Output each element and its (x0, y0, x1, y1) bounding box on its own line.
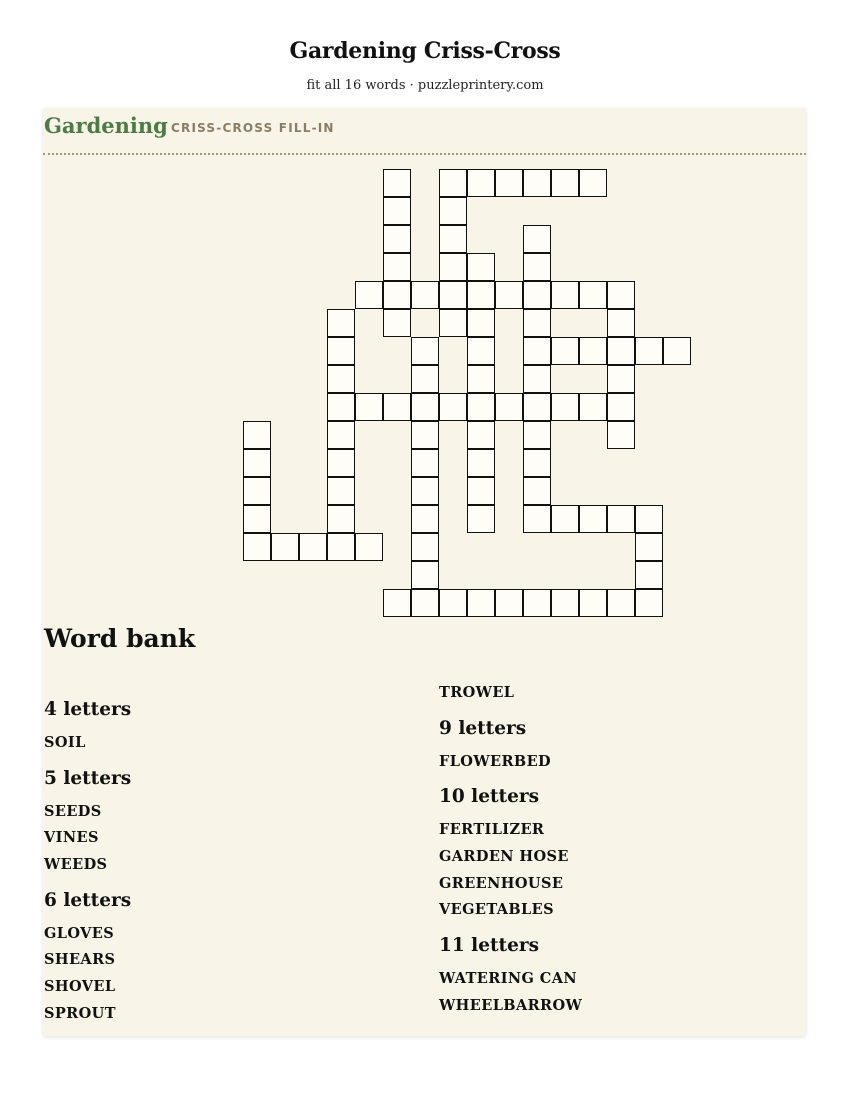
grid-cell[interactable] (523, 225, 551, 253)
grid-cell[interactable] (355, 281, 383, 309)
grid-cell[interactable] (383, 169, 411, 197)
word-bank-entry: SOIL (44, 734, 86, 751)
word-bank-right-column (439, 680, 769, 1024)
grid-cell[interactable] (327, 393, 355, 421)
grid-cell[interactable] (439, 197, 467, 225)
grid-cell[interactable] (383, 309, 411, 337)
puzzle-theme: Gardening (44, 113, 168, 138)
grid-cell[interactable] (579, 589, 607, 617)
word-group-heading: 6 letters (44, 889, 132, 911)
grid-cell[interactable] (467, 505, 495, 533)
grid-cell[interactable] (523, 449, 551, 477)
word-bank-title: Word bank (44, 624, 196, 653)
word-bank-entry: SHOVEL (44, 978, 116, 996)
word-bank-entry: GARDEN HOSE (439, 848, 569, 866)
grid-cell[interactable] (439, 281, 467, 309)
grid-cell[interactable] (579, 505, 607, 533)
word-group (439, 785, 769, 924)
grid-cell[interactable] (243, 449, 271, 477)
word-bank-entry: TROWEL (439, 684, 515, 701)
grid-cell[interactable] (607, 365, 635, 393)
word-group (439, 717, 769, 776)
grid-cell[interactable] (411, 589, 439, 617)
grid-cell[interactable] (635, 337, 663, 365)
grid-cell[interactable] (439, 309, 467, 337)
grid-cell[interactable] (271, 533, 299, 561)
grid-cell[interactable] (607, 337, 635, 365)
grid-cell[interactable] (383, 197, 411, 225)
word-bank-entry: FLOWERBED (439, 752, 551, 770)
grid-cell[interactable] (607, 421, 635, 449)
grid-cell[interactable] (495, 393, 523, 421)
grid-cell[interactable] (523, 589, 551, 617)
grid-cell[interactable] (383, 225, 411, 253)
grid-cell[interactable] (579, 337, 607, 365)
grid-cell[interactable] (439, 589, 467, 617)
grid-cell[interactable] (411, 281, 439, 309)
grid-cell[interactable] (439, 169, 467, 197)
crossword-grid (43, 108, 806, 628)
grid-cell[interactable] (439, 253, 467, 281)
grid-cell[interactable] (495, 281, 523, 309)
page-subtitle: fit all 16 words · puzzleprintery.com (306, 78, 544, 93)
grid-cell[interactable] (579, 169, 607, 197)
grid-cell[interactable] (635, 589, 663, 617)
grid-cell[interactable] (495, 169, 523, 197)
grid-cell[interactable] (411, 505, 439, 533)
grid-cell[interactable] (327, 421, 355, 449)
grid-cell[interactable] (299, 533, 327, 561)
puzzle-type-label: CRISS-CROSS FILL-IN (171, 121, 335, 135)
grid-cell[interactable] (243, 505, 271, 533)
grid-cell[interactable] (635, 505, 663, 533)
grid-cell[interactable] (467, 589, 495, 617)
grid-cell[interactable] (327, 477, 355, 505)
grid-cell[interactable] (411, 477, 439, 505)
grid-cell[interactable] (327, 505, 355, 533)
grid-cell[interactable] (523, 365, 551, 393)
grid-cell[interactable] (523, 281, 551, 309)
word-bank-entry: VEGETABLES (439, 901, 554, 919)
grid-cell[interactable] (523, 477, 551, 505)
grid-cell[interactable] (383, 281, 411, 309)
grid-cell[interactable] (635, 533, 663, 561)
grid-cell[interactable] (467, 365, 495, 393)
grid-cell[interactable] (467, 281, 495, 309)
grid-cell[interactable] (327, 309, 355, 337)
word-bank-entry: SHEARS (44, 951, 116, 969)
grid-cell[interactable] (383, 253, 411, 281)
grid-cell[interactable] (467, 393, 495, 421)
grid-cell[interactable] (467, 309, 495, 337)
grid-cell[interactable] (523, 505, 551, 533)
grid-cell[interactable] (467, 477, 495, 505)
word-group-heading: 4 letters (44, 699, 132, 720)
grid-cell[interactable] (551, 393, 579, 421)
word-group-heading: 11 letters (439, 935, 540, 957)
word-group (44, 767, 374, 879)
word-group-heading: 5 letters (44, 767, 132, 789)
grid-cell[interactable] (607, 281, 635, 309)
word-group (44, 889, 374, 1028)
grid-cell[interactable] (411, 449, 439, 477)
word-bank-entry: WEEDS (44, 856, 108, 874)
grid-cell[interactable] (523, 253, 551, 281)
grid-cell[interactable] (411, 561, 439, 589)
word-group (44, 698, 374, 757)
grid-cell[interactable] (243, 477, 271, 505)
grid-cell[interactable] (467, 449, 495, 477)
grid-cell[interactable] (355, 393, 383, 421)
grid-cell[interactable] (439, 225, 467, 253)
grid-cell[interactable] (523, 337, 551, 365)
grid-cell[interactable] (495, 589, 523, 617)
grid-cell[interactable] (579, 393, 607, 421)
grid-cell[interactable] (523, 421, 551, 449)
grid-cell[interactable] (551, 281, 579, 309)
word-group-heading: 10 letters (439, 786, 540, 808)
page-title: Gardening Criss-Cross (289, 38, 561, 64)
grid-cell[interactable] (607, 589, 635, 617)
grid-cell[interactable] (327, 365, 355, 393)
grid-cell[interactable] (467, 421, 495, 449)
word-bank-entry: GLOVES (44, 924, 115, 942)
word-group (439, 934, 769, 1019)
word-bank-entry: WATERING CAN (439, 970, 578, 988)
grid-cell[interactable] (523, 169, 551, 197)
grid-cell[interactable] (243, 421, 271, 449)
word-bank-entry: SEEDS (44, 802, 102, 820)
grid-cell[interactable] (411, 393, 439, 421)
word-bank-entry: FERTILIZER (439, 821, 545, 839)
word-bank-entry: WHEELBARROW (439, 996, 583, 1014)
grid-cell[interactable] (383, 589, 411, 617)
grid-cell[interactable] (467, 169, 495, 197)
grid-cell[interactable] (523, 309, 551, 337)
word-bank-entry: VINES (44, 829, 99, 847)
grid-cell[interactable] (579, 281, 607, 309)
grid-cell[interactable] (439, 393, 467, 421)
grid-cell[interactable] (327, 337, 355, 365)
grid-cell[interactable] (607, 505, 635, 533)
grid-cell[interactable] (411, 533, 439, 561)
word-group (439, 680, 769, 707)
grid-cell[interactable] (243, 533, 271, 561)
word-bank-entry: GREENHOUSE (439, 874, 564, 892)
grid-cell[interactable] (607, 309, 635, 337)
puzzle-panel (43, 108, 806, 1036)
grid-cell[interactable] (355, 533, 383, 561)
word-group-heading: 9 letters (439, 717, 527, 739)
grid-cell[interactable] (551, 337, 579, 365)
grid-cell[interactable] (551, 505, 579, 533)
grid-cell[interactable] (523, 393, 551, 421)
grid-cell[interactable] (383, 393, 411, 421)
grid-cell[interactable] (411, 337, 439, 365)
grid-cell[interactable] (607, 393, 635, 421)
grid-cell[interactable] (635, 561, 663, 589)
grid-cell[interactable] (327, 533, 355, 561)
grid-cell[interactable] (327, 449, 355, 477)
grid-cell[interactable] (411, 365, 439, 393)
grid-cell[interactable] (551, 589, 579, 617)
grid-cell[interactable] (467, 253, 495, 281)
word-bank-entry: SPROUT (44, 1004, 116, 1022)
grid-cell[interactable] (411, 421, 439, 449)
grid-cell[interactable] (663, 337, 691, 365)
word-bank-left-column (44, 688, 374, 1032)
grid-cell[interactable] (551, 169, 579, 197)
grid-cell[interactable] (467, 337, 495, 365)
